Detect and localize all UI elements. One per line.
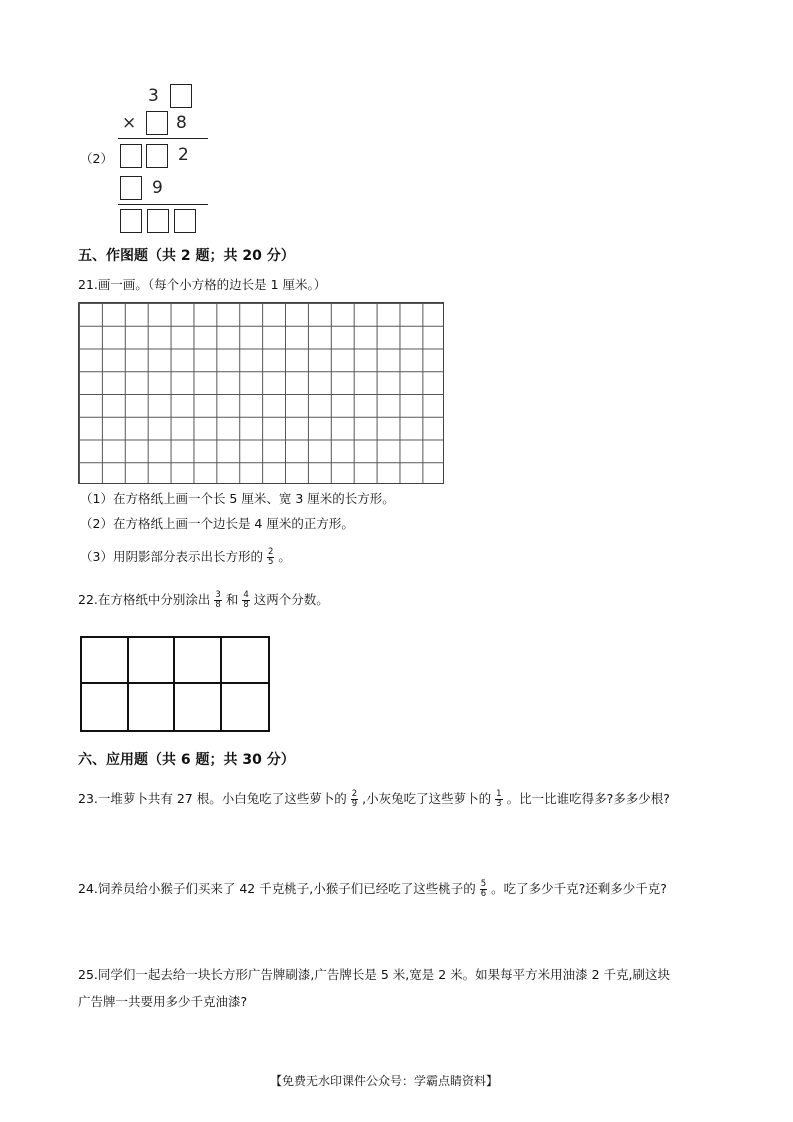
question-21-sub1: （1）在方格纸上画一个长 5 厘米、宽 3 厘米的长方形。 bbox=[80, 491, 395, 506]
numerator: 4 bbox=[243, 590, 249, 600]
grid-cell[interactable] bbox=[129, 684, 176, 730]
grid-cell[interactable] bbox=[222, 638, 269, 684]
fraction bbox=[480, 880, 487, 899]
question-25-line1: 25.同学们一起去给一块长方形广告牌刷漆,广告牌长是 5 米,宽是 2 米。如果每平方米用油漆 2 千克,刷这块 bbox=[78, 967, 671, 982]
question-21-sub2: （2）在方格纸上画一个边长是 4 厘米的正方形。 bbox=[80, 516, 354, 531]
fraction bbox=[267, 548, 274, 567]
denominator: 9 bbox=[351, 799, 358, 809]
text: （3）用阴影部分表示出长方形的 bbox=[80, 549, 263, 564]
product-line bbox=[118, 138, 208, 139]
grid-cell[interactable] bbox=[175, 638, 222, 684]
section-title: 五、作图题（共 2 题；共 20 分） bbox=[78, 248, 295, 264]
grid-cell[interactable] bbox=[129, 638, 176, 684]
denominator: 3 bbox=[496, 799, 502, 809]
text: 这两个分数。 bbox=[253, 592, 329, 607]
denominator: 8 bbox=[243, 600, 249, 610]
numerator: 2 bbox=[351, 789, 358, 799]
blank-box[interactable] bbox=[146, 111, 168, 135]
denominator: 6 bbox=[480, 889, 487, 899]
blank-box[interactable] bbox=[120, 209, 142, 233]
numerator: 2 bbox=[267, 547, 274, 557]
numerator: 5 bbox=[480, 879, 487, 889]
blank-box[interactable] bbox=[120, 176, 142, 200]
grid-paper-large[interactable] bbox=[78, 302, 444, 484]
footer-note: 【免费无水印课件公众号：学霸点睛资料】 bbox=[270, 1074, 499, 1088]
denominator: 5 bbox=[267, 557, 274, 567]
text: 23.一堆萝卜共有 27 根。小白兔吃了这些萝卜的 bbox=[78, 791, 347, 806]
grid-cell[interactable] bbox=[82, 638, 129, 684]
section-title: 六、应用题（共 6 题；共 30 分） bbox=[78, 752, 295, 768]
fraction bbox=[242, 591, 249, 610]
question-24 bbox=[78, 880, 667, 899]
text: 22.在方格纸中分别涂出 bbox=[78, 592, 211, 607]
grid-paper-small[interactable] bbox=[80, 636, 270, 732]
times-sign: × bbox=[122, 113, 137, 133]
question-23 bbox=[78, 790, 670, 809]
digit-2: 2 bbox=[178, 145, 189, 165]
subquestion-label: （2） bbox=[80, 151, 113, 166]
question-22-stem bbox=[78, 591, 329, 610]
fraction bbox=[495, 790, 502, 809]
digit-8: 8 bbox=[176, 113, 187, 133]
blank-box[interactable] bbox=[146, 144, 168, 168]
text: 24.饲养员给小猴子们买来了 42 千克桃子,小猴子们已经吃了这些桃子的 bbox=[78, 881, 476, 896]
numerator: 3 bbox=[215, 590, 221, 600]
blank-box[interactable] bbox=[120, 144, 142, 168]
blank-box[interactable] bbox=[174, 209, 196, 233]
text: 。比一比谁吃得多?多多少根? bbox=[506, 791, 670, 806]
text: ,小灰兔吃了这些萝卜的 bbox=[362, 791, 492, 806]
sum-line bbox=[118, 204, 208, 205]
fraction bbox=[351, 790, 358, 809]
blank-box[interactable] bbox=[147, 209, 169, 233]
grid-cell[interactable] bbox=[222, 684, 269, 730]
digit-9: 9 bbox=[152, 178, 163, 198]
grid-cell[interactable] bbox=[175, 684, 222, 730]
question-21-sub3 bbox=[80, 548, 291, 567]
question-21-stem: 21.画一画。（每个小方格的边长是 1 厘米。） bbox=[78, 277, 327, 292]
numerator: 1 bbox=[496, 789, 502, 799]
digit-3: 3 bbox=[148, 86, 159, 106]
text: 。 bbox=[278, 549, 291, 564]
text: 和 bbox=[225, 592, 239, 607]
fraction bbox=[214, 591, 221, 610]
grid-cell[interactable] bbox=[82, 684, 129, 730]
denominator: 8 bbox=[215, 600, 221, 610]
blank-box[interactable] bbox=[170, 84, 192, 108]
text: 。吃了多少千克?还剩多少千克? bbox=[491, 881, 667, 896]
question-25-line2: 广告牌一共要用多少千克油漆? bbox=[78, 994, 248, 1009]
